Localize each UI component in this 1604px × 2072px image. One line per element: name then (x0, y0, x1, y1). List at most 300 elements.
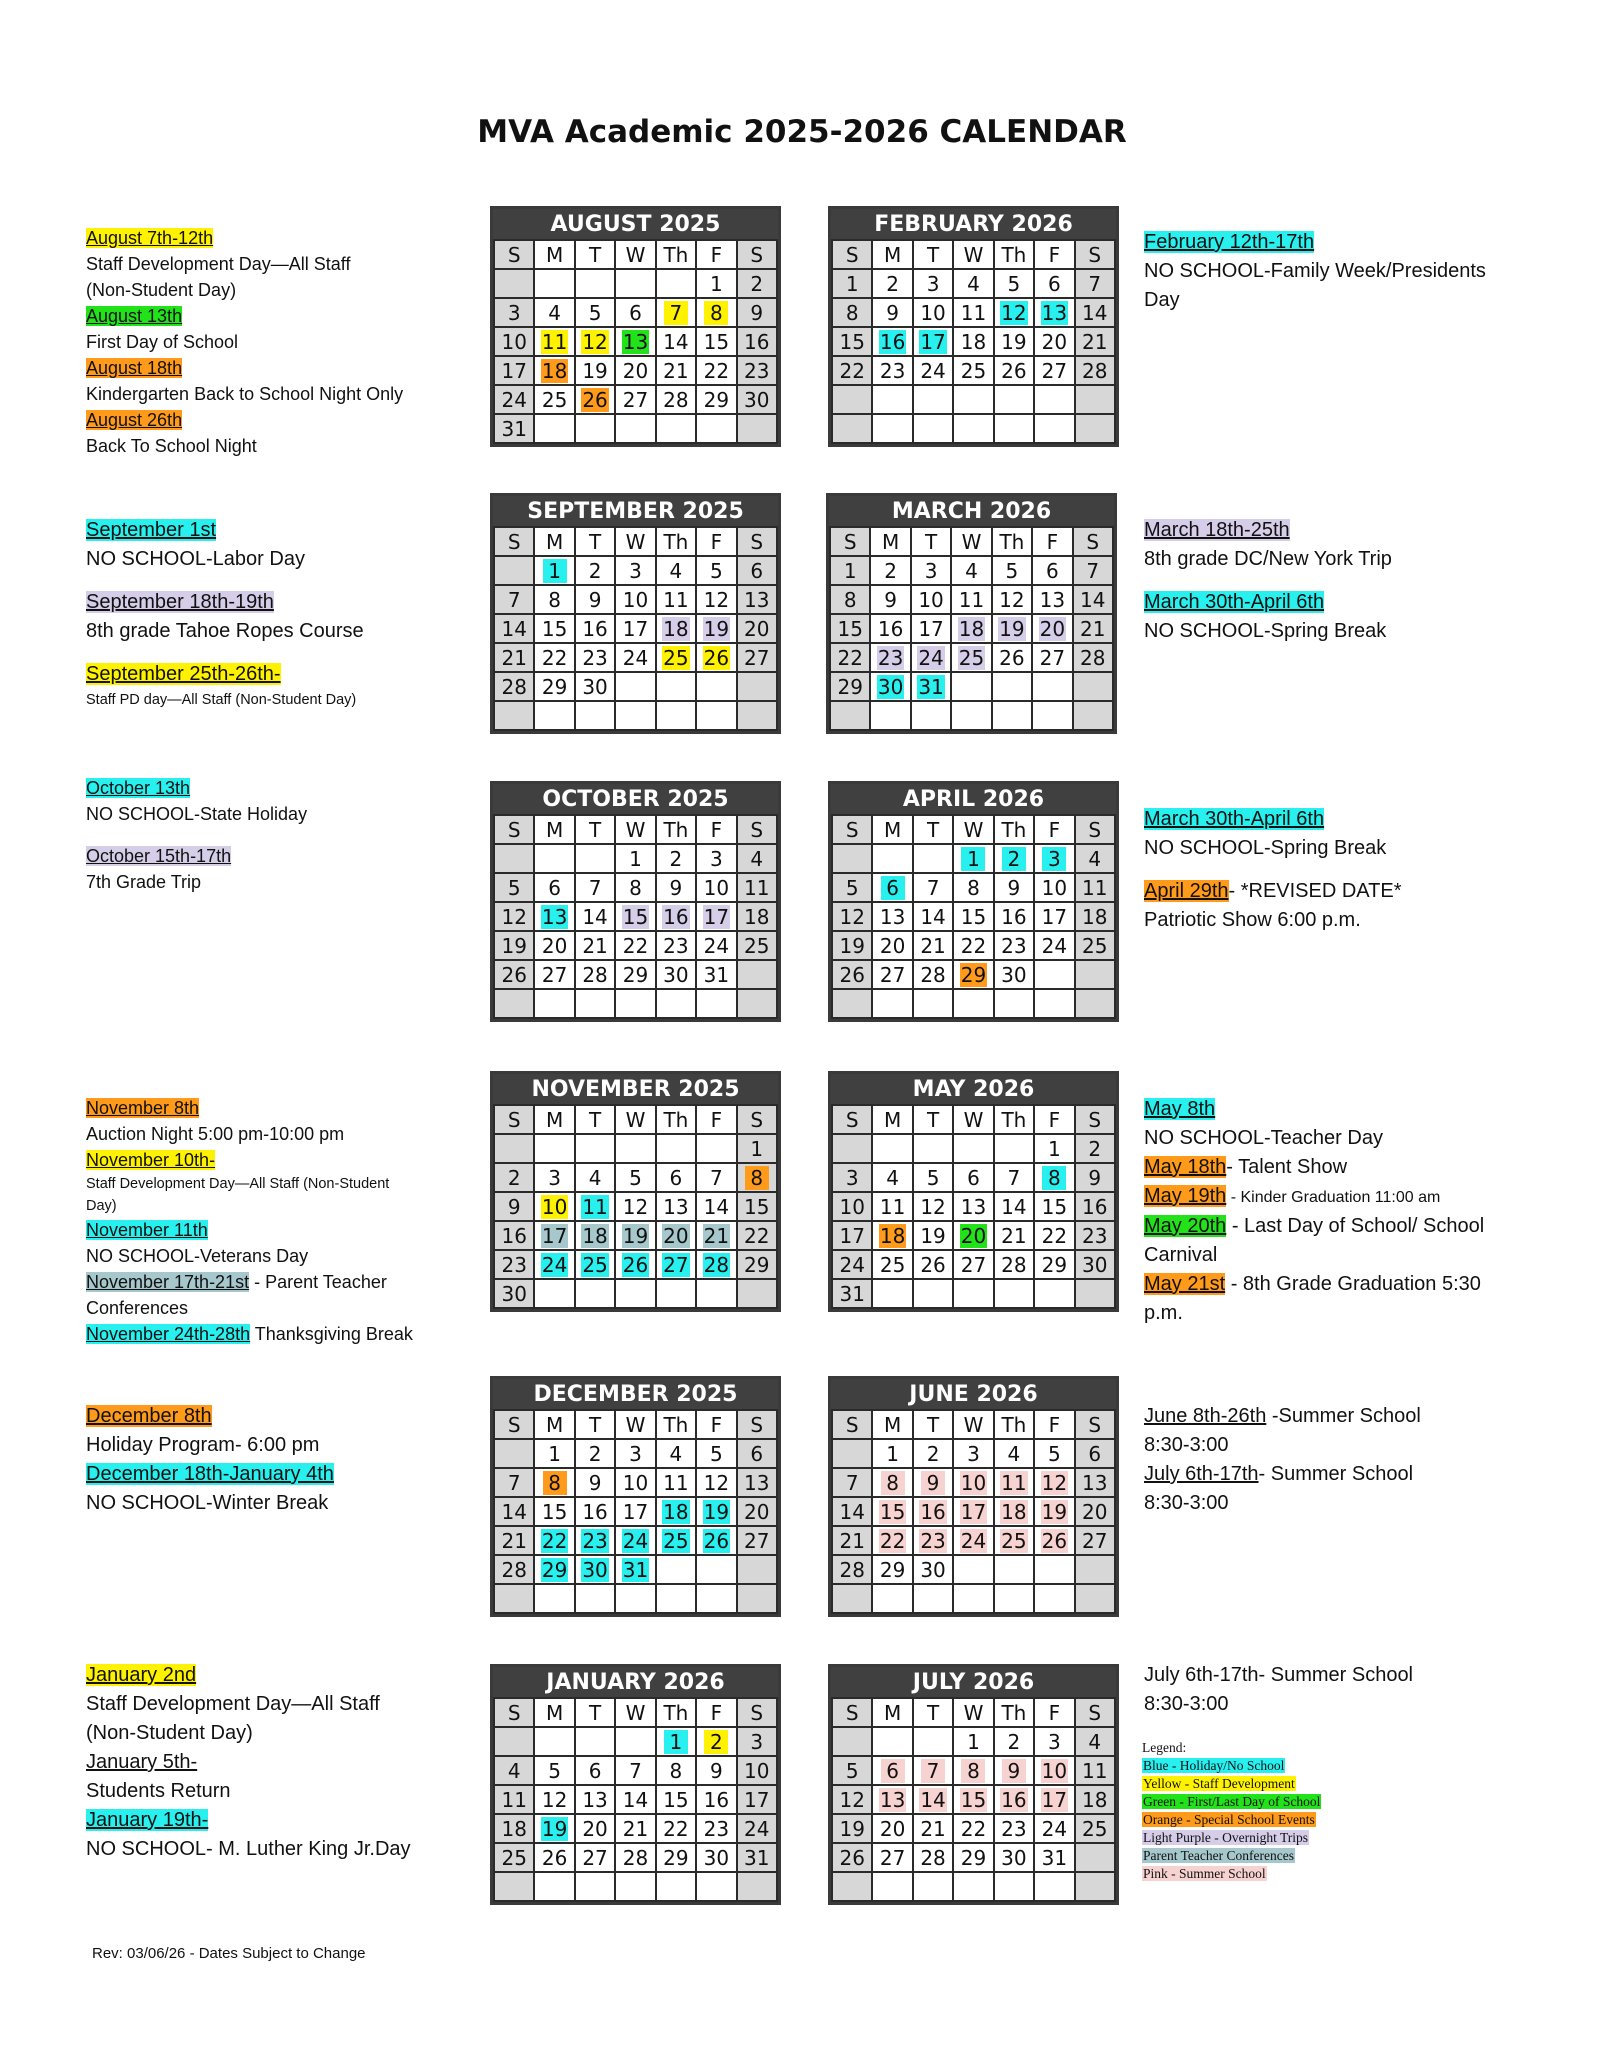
day-cell: 3 (913, 269, 953, 298)
day-cell: 12 (832, 1785, 872, 1814)
day-cell: 27 (1075, 1526, 1115, 1555)
page-title: MVA Academic 2025-2026 CALENDAR (477, 114, 1127, 150)
event-entry (1144, 1661, 1524, 1719)
calendar-february-2026 (828, 206, 1119, 447)
weekday-header: T (575, 815, 615, 844)
highlighted-day: 12 (1001, 300, 1027, 325)
event-date-label: January 2nd (86, 1664, 197, 1686)
event-date-label: November 11th (86, 1220, 208, 1240)
event-entry (1144, 1212, 1524, 1270)
day-cell (494, 701, 534, 730)
day-cell (872, 1279, 912, 1308)
day-cell (575, 385, 615, 414)
calendar-june-2026 (828, 1376, 1119, 1617)
weekday-header: M (534, 1105, 574, 1134)
day-cell (913, 414, 953, 443)
day-cell (994, 385, 1034, 414)
day-cell (656, 414, 696, 443)
weekday-header: S (830, 527, 870, 556)
event-date-label: December 18th-January 4th (86, 1463, 334, 1485)
day-cell: 28 (1075, 356, 1115, 385)
day-cell: 10 (911, 585, 951, 614)
day-cell (696, 1134, 736, 1163)
day-cell (872, 1221, 912, 1250)
day-cell (872, 1756, 912, 1785)
event-date-label: May 19th (1144, 1185, 1227, 1207)
day-cell (913, 1526, 953, 1555)
weekday-header: S (1075, 815, 1115, 844)
day-cell (832, 1439, 872, 1468)
day-cell (534, 1134, 574, 1163)
highlighted-day: 27 (663, 1252, 689, 1277)
legend-item (1142, 1865, 1321, 1883)
event-entry (86, 1460, 466, 1518)
day-cell: 7 (615, 1756, 655, 1785)
weekday-header: W (615, 815, 655, 844)
event-description: - Talent Show (1226, 1156, 1348, 1178)
day-cell: 21 (913, 1814, 953, 1843)
day-cell (913, 989, 953, 1018)
event-description: First Day of School (86, 332, 239, 352)
day-cell (656, 1250, 696, 1279)
highlighted-day: 31 (622, 1557, 649, 1582)
day-cell: 26 (832, 1843, 872, 1872)
day-cell (953, 1785, 993, 1814)
month-grid (493, 526, 778, 731)
day-cell (872, 1872, 912, 1901)
event-entry (1144, 1153, 1524, 1182)
day-cell: 15 (656, 1785, 696, 1814)
day-cell: 13 (1032, 585, 1072, 614)
day-cell (696, 414, 736, 443)
day-cell: 10 (615, 585, 655, 614)
day-cell: 1 (953, 1727, 993, 1756)
day-cell (872, 1497, 912, 1526)
day-cell: 24 (696, 931, 736, 960)
highlighted-day: 18 (879, 1223, 906, 1248)
day-cell (615, 1134, 655, 1163)
event-date-label: May 18th (1144, 1156, 1227, 1178)
event-description: Conferences (86, 1298, 189, 1318)
event-entry (1144, 1182, 1524, 1212)
highlighted-day: 23 (920, 1528, 946, 1553)
day-cell: 30 (696, 1843, 736, 1872)
event-entry (86, 660, 466, 711)
day-cell: 20 (737, 1497, 777, 1526)
day-cell: 2 (994, 1727, 1034, 1756)
weekday-header: S (1073, 527, 1113, 556)
highlighted-day: 20 (663, 1223, 689, 1248)
day-cell (994, 1785, 1034, 1814)
weekday-header: T (575, 1410, 615, 1439)
day-cell: 1 (696, 269, 736, 298)
legend-item-label: Light Purple - Overnight Trips (1143, 1830, 1309, 1845)
day-cell (656, 298, 696, 327)
day-cell: 17 (737, 1785, 777, 1814)
day-cell: 24 (913, 356, 953, 385)
day-cell: 16 (494, 1221, 534, 1250)
highlighted-day: 11 (541, 329, 568, 354)
weekday-header: S (737, 1410, 777, 1439)
highlighted-day: 15 (960, 1787, 987, 1812)
event-description: 8:30-3:00 (1144, 1693, 1229, 1715)
highlighted-day: 26 (622, 1252, 649, 1277)
weekday-header: F (696, 1105, 736, 1134)
day-cell (872, 1526, 912, 1555)
day-cell (1075, 1279, 1115, 1308)
highlighted-day: 16 (879, 329, 906, 354)
day-cell: 30 (913, 1555, 953, 1584)
day-cell: 18 (1075, 1785, 1115, 1814)
day-cell: 14 (494, 614, 534, 643)
day-cell: 1 (1034, 1134, 1074, 1163)
day-cell (994, 1468, 1034, 1497)
event-entry (86, 588, 466, 646)
day-cell: 28 (832, 1555, 872, 1584)
highlighted-day: 31 (918, 674, 944, 699)
day-cell (872, 844, 912, 873)
day-cell: 13 (953, 1192, 993, 1221)
day-cell: 20 (615, 356, 655, 385)
day-cell (575, 1555, 615, 1584)
day-cell (615, 701, 655, 730)
day-cell (1075, 385, 1115, 414)
event-date-label: July 6th-17th (1144, 1463, 1259, 1485)
weekday-header: M (534, 1410, 574, 1439)
day-cell: 1 (737, 1134, 777, 1163)
weekday-header: W (953, 1698, 993, 1727)
weekday-header: T (913, 1698, 953, 1727)
day-cell (953, 1221, 993, 1250)
day-cell: 4 (951, 556, 991, 585)
month-grid (493, 1697, 778, 1902)
day-cell: 28 (1073, 643, 1113, 672)
weekday-header: S (832, 1105, 872, 1134)
day-cell: 23 (696, 1814, 736, 1843)
day-cell (534, 701, 574, 730)
legend-item (1142, 1775, 1321, 1793)
day-cell (494, 1439, 534, 1468)
highlighted-day: 2 (1002, 847, 1026, 871)
day-cell (696, 1497, 736, 1526)
event-entry (1144, 516, 1524, 574)
weekday-header: F (1034, 1105, 1074, 1134)
day-cell: 15 (534, 1497, 574, 1526)
weekday-header: S (1075, 240, 1115, 269)
day-cell: 14 (1075, 298, 1115, 327)
weekday-header: Th (994, 1410, 1034, 1439)
event-description: NO SCHOOL-Teacher Day (1144, 1127, 1383, 1149)
day-cell: 6 (737, 556, 777, 585)
day-cell: 24 (1034, 1814, 1074, 1843)
legend-item-label: Green - First/Last Day of School (1143, 1794, 1321, 1809)
day-cell (615, 1526, 655, 1555)
day-cell: 1 (832, 269, 872, 298)
day-cell (737, 414, 777, 443)
events-january (86, 1661, 466, 1864)
highlighted-day: 30 (877, 674, 904, 699)
highlighted-day: 8 (745, 1166, 769, 1190)
events-may (1144, 1095, 1524, 1328)
day-cell (1034, 1468, 1074, 1497)
day-cell: 8 (656, 1756, 696, 1785)
day-cell (913, 1497, 953, 1526)
day-cell (913, 1872, 953, 1901)
day-cell: 3 (1034, 1727, 1074, 1756)
day-cell (656, 643, 696, 672)
weekday-header: S (1075, 1698, 1115, 1727)
day-cell: 13 (737, 585, 777, 614)
weekday-header: W (953, 1410, 993, 1439)
day-cell: 17 (911, 614, 951, 643)
day-cell: 5 (534, 1756, 574, 1785)
day-cell (534, 269, 574, 298)
day-cell: 6 (534, 873, 574, 902)
day-cell (913, 1584, 953, 1613)
day-cell: 2 (872, 269, 912, 298)
day-cell: 9 (737, 298, 777, 327)
day-cell (696, 1250, 736, 1279)
day-cell: 11 (656, 585, 696, 614)
day-cell (1075, 1584, 1115, 1613)
day-cell: 30 (494, 1279, 534, 1308)
event-entry (1144, 877, 1524, 935)
day-cell (656, 902, 696, 931)
day-cell: 23 (737, 356, 777, 385)
day-cell (696, 1872, 736, 1901)
day-cell: 21 (1073, 614, 1113, 643)
highlighted-day: 25 (663, 645, 689, 670)
weekday-header: F (696, 1410, 736, 1439)
event-entry (1144, 228, 1524, 315)
day-cell: 12 (615, 1192, 655, 1221)
weekday-header: F (1034, 1698, 1074, 1727)
day-cell: 31 (696, 960, 736, 989)
event-date-label: May 21st (1144, 1273, 1226, 1295)
weekday-header: W (615, 1105, 655, 1134)
highlighted-day: 20 (960, 1223, 987, 1248)
day-cell (994, 989, 1034, 1018)
calendar-may-2026 (828, 1071, 1119, 1312)
day-cell: 5 (696, 556, 736, 585)
month-title: NOVEMBER 2025 (493, 1074, 778, 1104)
day-cell (696, 672, 736, 701)
day-cell (494, 1872, 534, 1901)
day-cell: 13 (872, 902, 912, 931)
day-cell: 6 (615, 298, 655, 327)
highlighted-day: 1 (543, 559, 567, 583)
day-cell (953, 1756, 993, 1785)
day-cell: 27 (737, 643, 777, 672)
weekday-header: S (494, 1105, 534, 1134)
day-cell: 15 (1034, 1192, 1074, 1221)
day-cell: 30 (994, 1843, 1034, 1872)
day-cell: 30 (1075, 1250, 1115, 1279)
day-cell: 7 (913, 873, 953, 902)
day-cell: 27 (575, 1843, 615, 1872)
day-cell: 24 (615, 643, 655, 672)
event-date-label: September 25th-26th- (86, 663, 281, 685)
day-cell (870, 643, 910, 672)
day-cell (534, 556, 574, 585)
highlighted-day: 20 (1039, 616, 1066, 641)
calendar-november-2025 (490, 1071, 781, 1312)
day-cell: 15 (832, 327, 872, 356)
day-cell: 15 (953, 902, 993, 931)
day-cell (1075, 1843, 1115, 1872)
day-cell (737, 1584, 777, 1613)
day-cell: 4 (656, 1439, 696, 1468)
day-cell: 20 (737, 614, 777, 643)
event-date-label: November 24th-28th (86, 1324, 251, 1344)
highlighted-day: 30 (582, 1557, 608, 1582)
weekday-header: F (1032, 527, 1072, 556)
day-cell: 25 (494, 1843, 534, 1872)
day-cell (994, 1584, 1034, 1613)
day-cell (872, 414, 912, 443)
day-cell (494, 989, 534, 1018)
day-cell (656, 1221, 696, 1250)
weekday-header: M (872, 240, 912, 269)
day-cell (994, 1497, 1034, 1526)
day-cell: 10 (696, 873, 736, 902)
day-cell (575, 1584, 615, 1613)
day-cell (994, 844, 1034, 873)
day-cell: 24 (1034, 931, 1074, 960)
day-cell: 11 (953, 298, 993, 327)
day-cell: 25 (1075, 931, 1115, 960)
month-title: MAY 2026 (831, 1074, 1116, 1104)
day-cell: 1 (615, 844, 655, 873)
event-description: Day (1144, 289, 1180, 311)
day-cell (534, 356, 574, 385)
day-cell (832, 1134, 872, 1163)
day-cell (575, 1134, 615, 1163)
day-cell: 14 (575, 902, 615, 931)
day-cell: 17 (615, 1497, 655, 1526)
day-cell: 26 (994, 356, 1034, 385)
day-cell: 3 (953, 1439, 993, 1468)
event-description: - Kinder Graduation 11:00 am (1226, 1189, 1441, 1206)
highlighted-day: 22 (541, 1528, 568, 1553)
day-cell (872, 1134, 912, 1163)
day-cell (1075, 960, 1115, 989)
day-cell: 13 (737, 1468, 777, 1497)
event-entry (86, 1217, 466, 1269)
day-cell (575, 1872, 615, 1901)
event-description: - *REVISED DATE* (1228, 880, 1402, 902)
day-cell (696, 614, 736, 643)
calendar-august-2025 (490, 206, 781, 447)
day-cell (696, 1221, 736, 1250)
day-cell: 12 (832, 902, 872, 931)
day-cell: 27 (953, 1250, 993, 1279)
day-cell (575, 1526, 615, 1555)
day-cell (832, 989, 872, 1018)
highlighted-day: 6 (881, 876, 905, 900)
day-cell (615, 672, 655, 701)
day-cell (994, 1756, 1034, 1785)
day-cell (1034, 1526, 1074, 1555)
day-cell: 12 (696, 1468, 736, 1497)
day-cell (575, 701, 615, 730)
day-cell: 7 (494, 585, 534, 614)
event-description: Patriotic Show 6:00 p.m. (1144, 909, 1361, 931)
day-cell (953, 1555, 993, 1584)
day-cell: 29 (615, 960, 655, 989)
day-cell: 23 (1075, 1221, 1115, 1250)
day-cell: 10 (1034, 873, 1074, 902)
day-cell (911, 672, 951, 701)
day-cell: 22 (656, 1814, 696, 1843)
day-cell (953, 1872, 993, 1901)
day-cell: 17 (832, 1221, 872, 1250)
day-cell: 16 (575, 1497, 615, 1526)
event-entry (86, 303, 466, 355)
highlighted-day: 18 (1001, 1499, 1027, 1524)
day-cell: 18 (737, 902, 777, 931)
highlighted-day: 8 (704, 301, 728, 325)
day-cell: 13 (1075, 1468, 1115, 1497)
event-description: NO SCHOOL-Veterans Day (86, 1246, 309, 1266)
weekday-header: F (1034, 815, 1074, 844)
day-cell: 10 (832, 1192, 872, 1221)
day-cell (737, 1872, 777, 1901)
day-cell: 9 (575, 1468, 615, 1497)
event-date-label: April 29th (1144, 880, 1229, 902)
highlighted-day: 21 (703, 1223, 730, 1248)
day-cell (1075, 1872, 1115, 1901)
day-cell: 1 (830, 556, 870, 585)
weekday-header: W (615, 1698, 655, 1727)
event-entry (1144, 1270, 1524, 1328)
highlighted-day: 25 (663, 1528, 689, 1553)
day-cell (534, 1468, 574, 1497)
event-date-label: August 7th-12th (86, 228, 214, 248)
events-september (86, 516, 466, 711)
event-entry (1144, 588, 1524, 646)
day-cell (1034, 1163, 1074, 1192)
day-cell: 16 (737, 327, 777, 356)
day-cell: 22 (953, 1814, 993, 1843)
day-cell: 2 (870, 556, 910, 585)
day-cell (872, 385, 912, 414)
event-entry (86, 1806, 466, 1864)
month-title: OCTOBER 2025 (493, 784, 778, 814)
weekday-header: W (953, 815, 993, 844)
day-cell: 7 (1073, 556, 1113, 585)
event-description: Back To School Night (86, 436, 257, 456)
day-cell: 20 (575, 1814, 615, 1843)
day-cell: 20 (1034, 327, 1074, 356)
weekday-header: Th (656, 1105, 696, 1134)
day-cell: 23 (872, 356, 912, 385)
highlighted-day: 23 (877, 645, 904, 670)
day-cell: 28 (494, 1555, 534, 1584)
weekday-header: S (494, 240, 534, 269)
day-cell: 29 (830, 672, 870, 701)
day-cell: 27 (872, 1843, 912, 1872)
day-cell (615, 414, 655, 443)
day-cell (953, 960, 993, 989)
day-cell (656, 1555, 696, 1584)
highlighted-day: 8 (961, 1759, 985, 1783)
day-cell: 28 (615, 1843, 655, 1872)
day-cell: 5 (615, 1163, 655, 1192)
day-cell (534, 414, 574, 443)
highlighted-day: 25 (582, 1252, 608, 1277)
day-cell: 14 (913, 902, 953, 931)
